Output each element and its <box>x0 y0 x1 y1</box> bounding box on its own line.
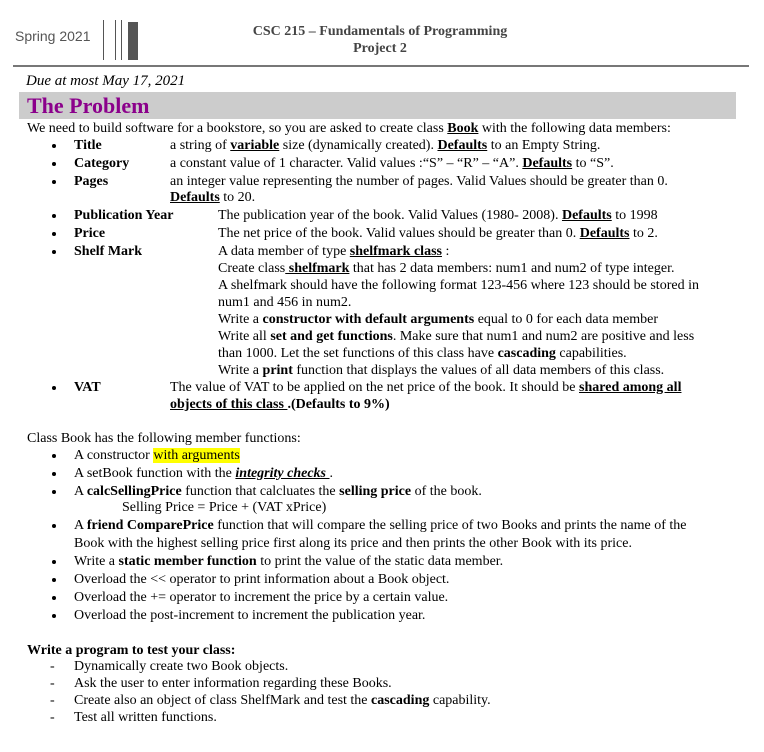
function-constructor: A constructor with arguments <box>74 448 240 463</box>
member-shelf-name: Shelf Mark <box>74 244 143 259</box>
bullet <box>52 490 56 494</box>
member-shelf-l3: A shelfmark should have the following format 123-456 where 123 should be stored in <box>218 278 699 293</box>
member-title-desc: a string of variable size (dynamically created). Defaults to an Empty String. <box>170 138 601 153</box>
header-divider-3 <box>121 20 122 60</box>
member-shelf-l2: Create class shelfmark that has 2 data members: num1 and num2 of type integer. <box>218 261 675 276</box>
dash: - <box>50 676 55 691</box>
function-static: Write a static member function to print the value of the static data member. <box>74 554 504 569</box>
member-shelf-l7: than 1000. Let the set functions of this class have cascading capabilities. <box>218 346 627 361</box>
member-shelf-l5: Write a constructor with default arguments equal to 0 for each data member <box>218 312 659 327</box>
bullet <box>52 162 56 166</box>
member-shelf-l4: num1 and 456 in num2. <box>218 295 352 310</box>
dash: - <box>50 710 55 725</box>
program-step-2: Ask the user to enter information regarding these Books. <box>74 676 392 691</box>
bullet <box>52 250 56 254</box>
member-price-desc: The net price of the book. Valid values should be greater than 0. Defaults to 2. <box>218 226 658 241</box>
member-category-desc: a constant value of 1 character. Valid values :“S” – “R” – “A”. Defaults to “S”. <box>170 156 614 171</box>
course-title: CSC 215 – Fundamentals of Programming <box>252 24 508 39</box>
bullet <box>52 614 56 618</box>
header-rule <box>13 65 749 67</box>
problem-intro: We need to build software for a bookstore, so you are asked to create class Book with the following data members: <box>27 121 671 136</box>
header-divider-bar <box>128 22 138 60</box>
function-overload-plusequal: Overload the += operator to increment the price by a certain value. <box>74 590 449 605</box>
program-step-4: Test all written functions. <box>74 710 217 725</box>
member-pages-default: Defaults to 20. <box>170 190 256 205</box>
member-pages-desc: an integer value representing the number of pages. Valid Values should be greater than 0. <box>170 174 668 189</box>
function-compareprice-l2: Book with the highest selling price first along its price and then prints the other Book with its price. <box>74 536 632 551</box>
bullet <box>52 524 56 528</box>
member-vat-l1: The value of VAT to be applied on the net price of the book. It should be shared among all <box>170 380 682 395</box>
bullet <box>52 596 56 600</box>
selling-price-formula: Selling Price = Price + (VAT xPrice) <box>122 500 327 515</box>
member-price-name: Price <box>74 226 106 241</box>
bullet <box>52 578 56 582</box>
member-pubyear-desc: The publication year of the book. Valid Values (1980- 2008). Defaults to 1998 <box>218 208 658 223</box>
bullet <box>52 232 56 236</box>
function-overload-output: Overload the << operator to print information about a Book object. <box>74 572 450 587</box>
bullet <box>52 472 56 476</box>
project-title: Project 2 <box>353 41 407 56</box>
due-date: Due at most May 17, 2021 <box>26 73 186 89</box>
member-shelf-l6: Write all set and get functions. Make sure that num1 and num2 are positive and less <box>218 329 695 344</box>
program-step-1: Dynamically create two Book objects. <box>74 659 289 674</box>
bullet <box>52 454 56 458</box>
functions-intro: Class Book has the following member functions: <box>27 431 301 446</box>
header-divider-2 <box>115 20 116 60</box>
bullet <box>52 214 56 218</box>
bullet <box>52 386 56 390</box>
member-shelf-l8: Write a print function that displays the values of all data members of this class. <box>218 363 665 378</box>
function-setbook: A setBook function with the integrity checks . <box>74 466 333 481</box>
header-divider-1 <box>103 20 104 60</box>
member-pubyear-name: Publication Year <box>74 208 174 223</box>
problem-heading: The Problem <box>27 93 150 118</box>
semester-label: Spring 2021 <box>15 28 91 44</box>
function-overload-postincrement: Overload the post-increment to increment the publication year. <box>74 608 426 623</box>
member-shelf-l1: A data member of type shelfmark class : <box>218 244 450 259</box>
function-compareprice: A friend ComparePrice function that will compare the selling price of two Books and prints the name of the <box>74 518 687 533</box>
dash: - <box>50 693 55 708</box>
bullet <box>52 560 56 564</box>
member-title-name: Title <box>74 138 102 153</box>
member-category-name: Category <box>74 156 130 171</box>
member-vat-name: VAT <box>74 380 101 395</box>
program-heading: Write a program to test your class: <box>27 643 236 658</box>
member-vat-l2: objects of this class .(Defaults to 9%) <box>170 397 390 412</box>
bullet <box>52 180 56 184</box>
function-calcsellingprice: A calcSellingPrice function that calcluates the selling price of the book. <box>74 484 482 499</box>
bullet <box>52 144 56 148</box>
program-step-3: Create also an object of class ShelfMark and test the cascading capability. <box>74 693 491 708</box>
dash: - <box>50 659 55 674</box>
member-pages-name: Pages <box>74 174 109 189</box>
